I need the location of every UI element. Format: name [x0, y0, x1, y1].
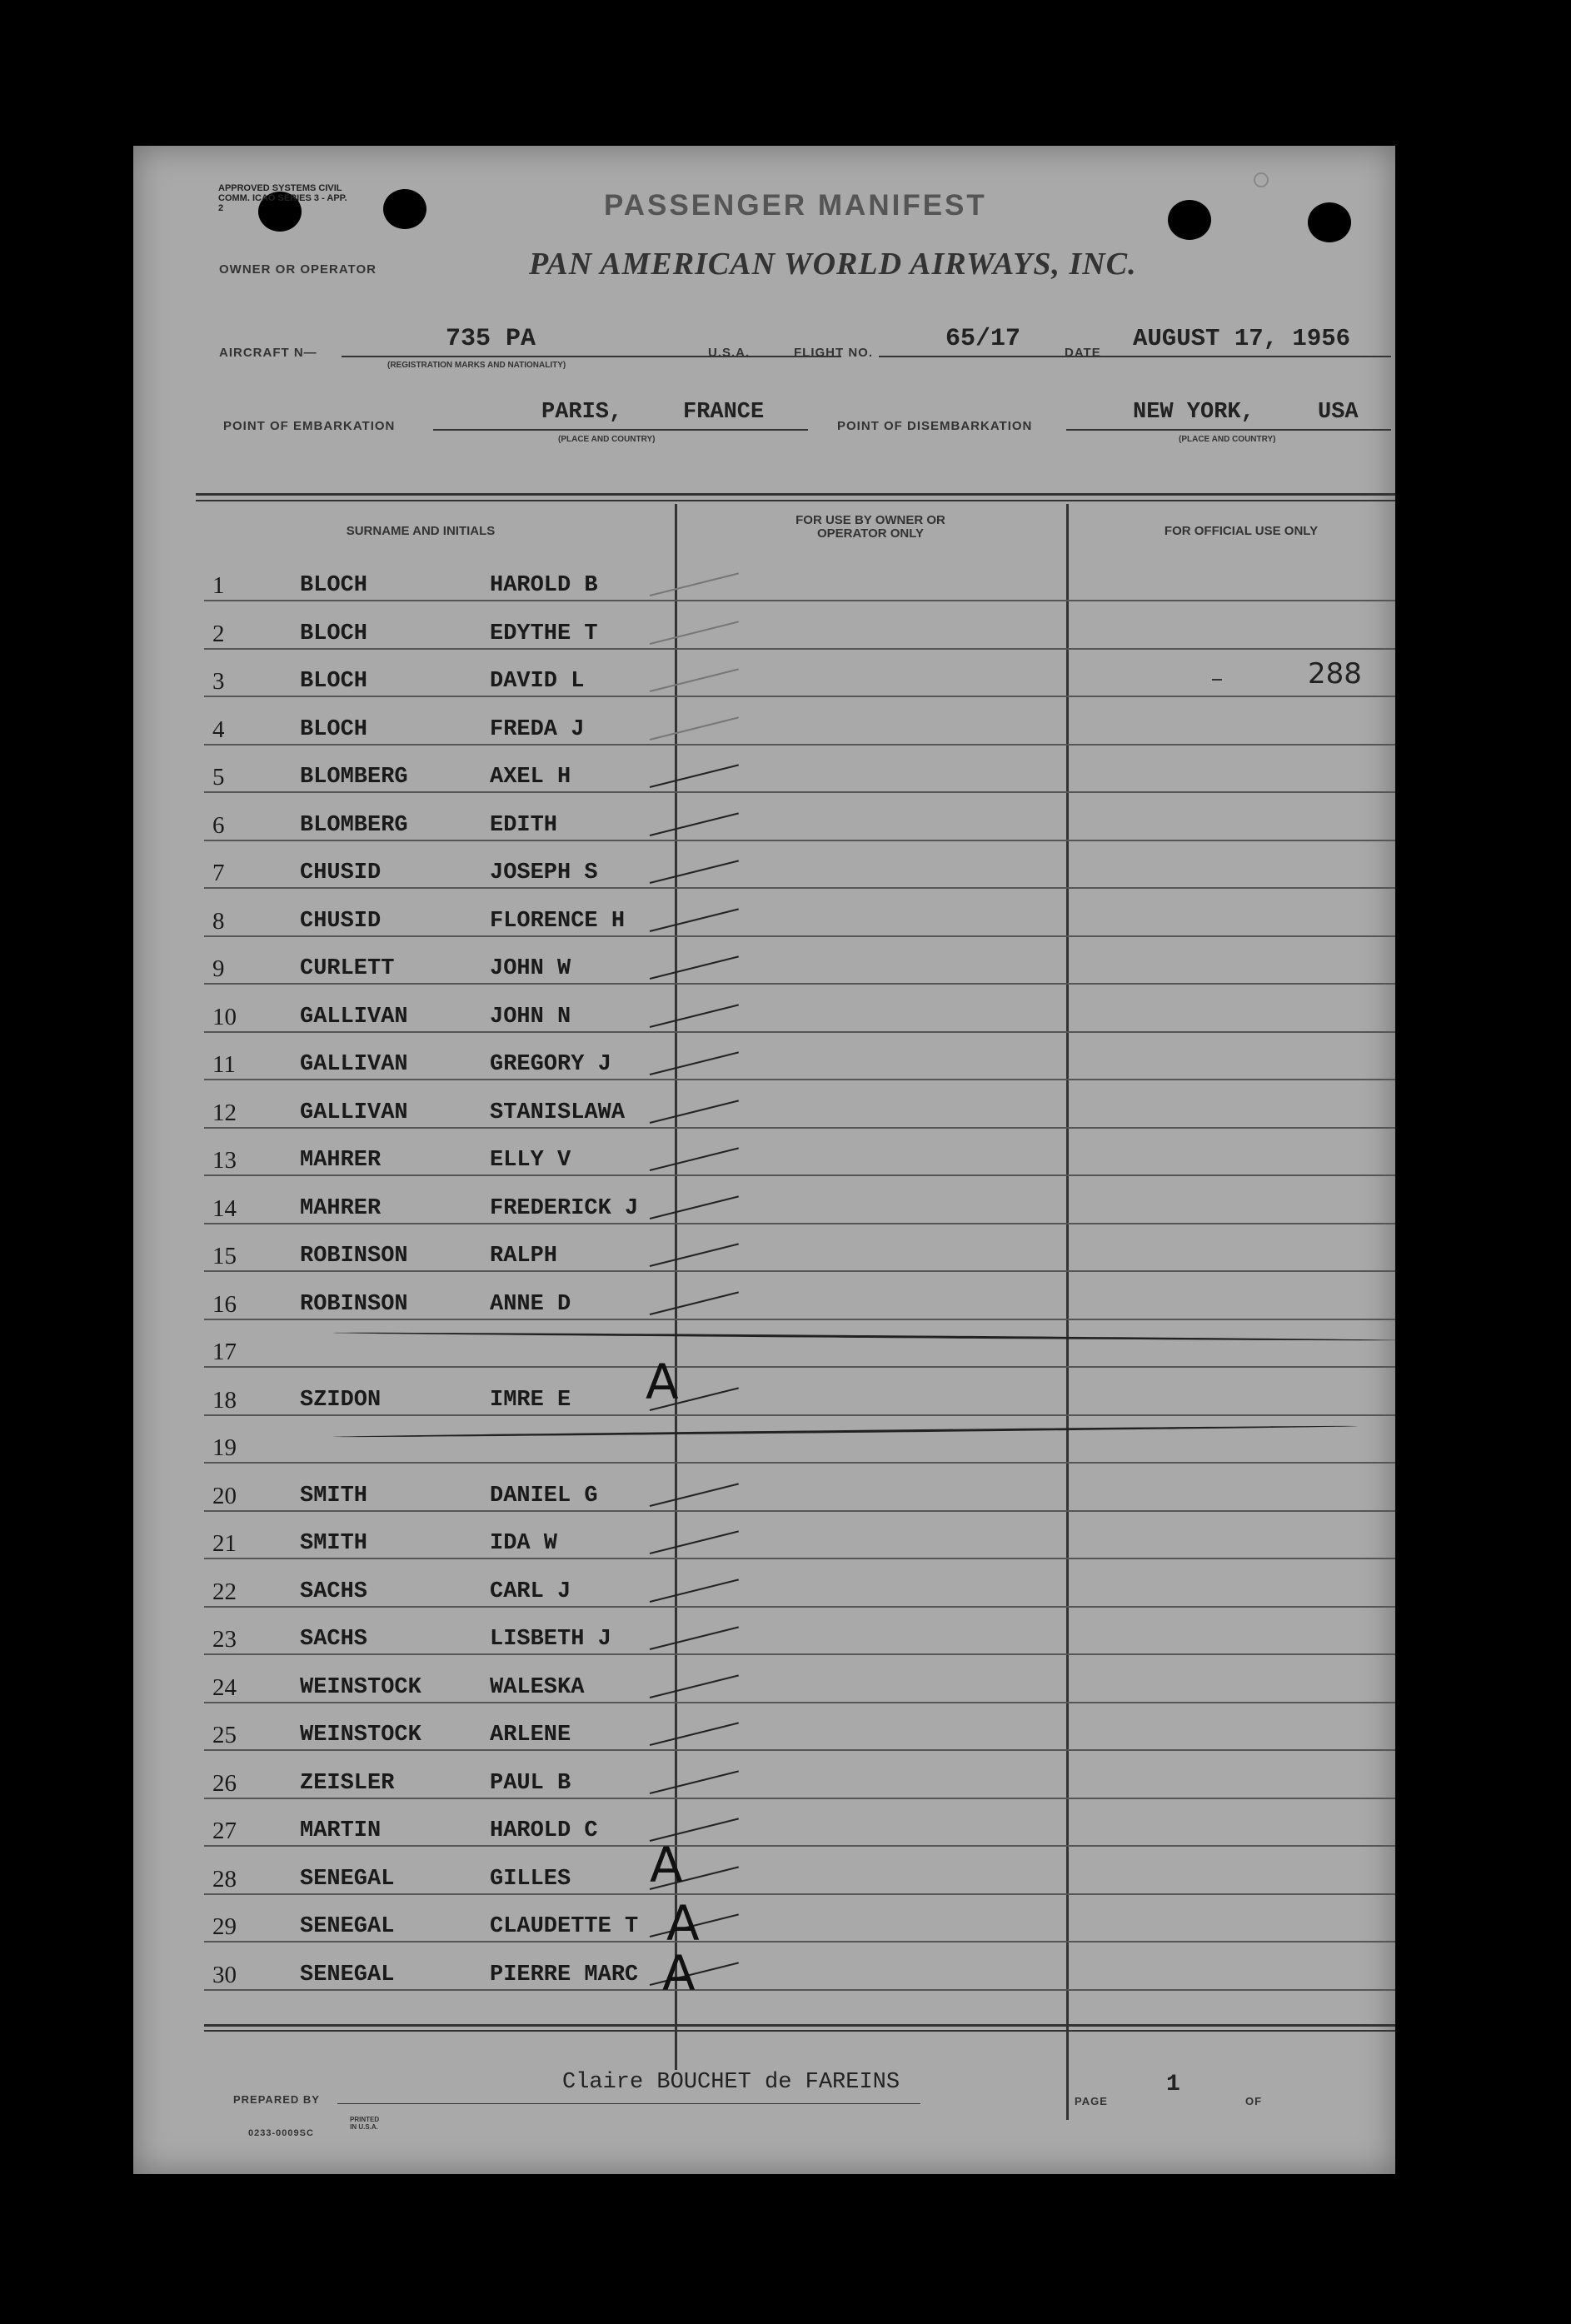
passenger-surname: SACHS [300, 1627, 368, 1652]
passenger-initials: AXEL H [490, 765, 571, 790]
row-number: 2 [212, 620, 225, 647]
disembarkation-sublabel: (PLACE AND COUNTRY) [1179, 435, 1276, 444]
passenger-surname: BLOCH [300, 669, 368, 694]
passenger-row [133, 1129, 1395, 1176]
row-number: 4 [212, 716, 225, 743]
check-mark [650, 1147, 739, 1171]
date-value: AUGUST 17, 1956 [1133, 325, 1351, 352]
passenger-surname: SACHS [300, 1578, 368, 1604]
row-number: 13 [212, 1147, 237, 1174]
passenger-initials: STANISLAWA [490, 1100, 626, 1125]
passenger-row [133, 1752, 1395, 1799]
passenger-initials: ELLY V [490, 1148, 571, 1173]
passenger-surname: WEINSTOCK [300, 1674, 421, 1700]
row-number: 26 [212, 1769, 237, 1797]
table-bottom-rule-2 [204, 2030, 1395, 2032]
passenger-surname: MAHRER [300, 1195, 382, 1221]
passenger-surname: CHUSID [300, 908, 382, 934]
passenger-initials: EDYTHE T [490, 621, 598, 646]
punch-hole [1308, 202, 1351, 242]
passenger-surname: BLOCH [300, 716, 368, 742]
passenger-row [133, 1799, 1395, 1847]
check-mark [650, 812, 739, 836]
passenger-initials: HAROLD B [490, 573, 598, 598]
passenger-surname: BLOMBERG [300, 812, 408, 838]
passenger-initials: IDA W [490, 1531, 558, 1556]
check-mark [650, 1483, 739, 1507]
passenger-row [133, 1369, 1395, 1416]
passenger-row [133, 841, 1395, 889]
handwritten-initial-mark: A [646, 1354, 679, 1410]
row-number: 3 [212, 668, 225, 695]
passenger-surname: SENEGAL [300, 1962, 395, 1987]
disembarkation-country: USA [1318, 400, 1359, 425]
embarkation-country: FRANCE [683, 400, 765, 425]
passenger-surname: SENEGAL [300, 1866, 395, 1892]
row-number: 29 [212, 1913, 237, 1940]
passenger-surname: SMITH [300, 1531, 368, 1556]
passenger-surname: BLOCH [300, 573, 368, 598]
printed-in-usa-mark: PRINTED IN U.S.A. [350, 2116, 380, 2131]
passenger-row [133, 1273, 1395, 1320]
official-dash [1212, 679, 1222, 681]
paper-speck [1254, 172, 1269, 187]
row-number: 7 [212, 860, 225, 886]
passenger-row [133, 1943, 1395, 1991]
row-number: 17 [212, 1339, 237, 1365]
passenger-surname: MAHRER [300, 1148, 382, 1173]
passenger-surname: WEINSTOCK [300, 1723, 421, 1748]
of-label: OF [1245, 2095, 1263, 2107]
airline-name: PAN AMERICAN WORLD AIRWAYS, INC. [529, 247, 1137, 282]
row-number: 25 [212, 1722, 237, 1748]
check-mark [650, 1530, 739, 1554]
embarkation-underline [433, 429, 808, 431]
check-mark [650, 1578, 739, 1603]
row-number: 10 [212, 1003, 237, 1030]
handwritten-initial-mark: A [650, 1837, 683, 1893]
embarkation-sublabel: (PLACE AND COUNTRY) [558, 435, 656, 444]
passenger-surname: SENEGAL [300, 1914, 395, 1939]
row-number: 27 [212, 1818, 237, 1844]
disembarkation-label: POINT OF DISEMBARKATION [837, 419, 1033, 433]
row-number: 8 [212, 907, 225, 935]
row-number: 11 [212, 1051, 236, 1078]
passenger-row [133, 1895, 1395, 1942]
page-value: 1 [1166, 2072, 1180, 2097]
passenger-row [133, 794, 1395, 841]
row-number: 12 [212, 1099, 237, 1126]
check-mark [650, 860, 739, 884]
registration-sublabel: (REGISTRATION MARKS AND NATIONALITY) [387, 361, 566, 370]
check-mark [650, 955, 739, 980]
passenger-initials: CLAUDETTE T [490, 1914, 639, 1939]
passenger-initials: RALPH [490, 1244, 558, 1269]
aircraft-label: AIRCRAFT N— [219, 346, 317, 360]
passenger-initials: JOHN W [490, 956, 571, 981]
embarkation-city: PARIS, [541, 400, 623, 425]
passenger-row [133, 554, 1395, 601]
passenger-surname: CHUSID [300, 860, 382, 885]
passenger-initials: ARLENE [490, 1723, 571, 1748]
passenger-surname: GALLIVAN [300, 1004, 408, 1030]
row-number: 15 [212, 1243, 237, 1269]
check-mark [650, 668, 739, 692]
row-number: 23 [212, 1626, 237, 1653]
passenger-initials: JOHN N [490, 1004, 571, 1030]
aircraft-underline [342, 356, 841, 357]
date-underline [1104, 356, 1391, 357]
passenger-surname: ROBINSON [300, 1244, 408, 1269]
passenger-row [133, 1703, 1395, 1751]
check-mark [650, 1291, 739, 1315]
passenger-initials: PAUL B [490, 1770, 571, 1796]
aircraft-value: 735 PA [446, 325, 536, 353]
passenger-initials: EDITH [490, 812, 558, 838]
table-top-rule [196, 493, 1395, 496]
row-number: 28 [212, 1865, 237, 1893]
passenger-initials: WALESKA [490, 1674, 585, 1700]
check-mark [650, 1770, 739, 1794]
check-mark [650, 1195, 739, 1219]
official-use-value: 288 [1308, 657, 1362, 691]
row-number: 14 [212, 1194, 237, 1222]
passenger-initials: LISBETH J [490, 1627, 611, 1652]
disembarkation-city: NEW YORK, [1133, 400, 1254, 425]
column-header-owner-use: FOR USE BY OWNER OR OPERATOR ONLY [795, 513, 945, 541]
passenger-row [133, 937, 1395, 985]
passenger-row [133, 746, 1395, 793]
passenger-initials: FREDA J [490, 716, 585, 742]
row-number: 24 [212, 1673, 237, 1701]
row-line [204, 1989, 1395, 1991]
column-header-surname: SURNAME AND INITIALS [346, 524, 496, 538]
check-mark [650, 621, 739, 645]
row-number: 6 [212, 811, 225, 839]
document-title: PASSENGER MANIFEST [604, 189, 987, 222]
check-mark [650, 572, 739, 596]
passenger-surname: SZIDON [300, 1387, 382, 1413]
passenger-row [133, 1512, 1395, 1559]
flight-no-label: FLIGHT NO. [794, 346, 873, 360]
passenger-initials: GILLES [490, 1866, 571, 1892]
row-number: 19 [212, 1434, 237, 1461]
passenger-surname: ZEISLER [300, 1770, 395, 1796]
date-label: DATE [1065, 346, 1101, 360]
passenger-surname: CURLETT [300, 956, 395, 981]
passenger-surname: SMITH [300, 1483, 368, 1509]
passenger-row [133, 1177, 1395, 1224]
form-number: 0233-0009SC [248, 2128, 314, 2138]
passenger-row [133, 1656, 1395, 1703]
row-number: 16 [212, 1290, 237, 1318]
handwritten-initial-mark: A [666, 1895, 700, 1952]
passenger-row [133, 1848, 1395, 1895]
row-number: 18 [212, 1386, 237, 1414]
page-label: PAGE [1075, 2095, 1108, 2107]
passenger-surname: BLOMBERG [300, 765, 408, 790]
passenger-row [133, 698, 1395, 746]
passenger-initials: GREGORY J [490, 1052, 611, 1077]
check-mark [650, 1626, 739, 1650]
prepared-by-label: PREPARED BY [233, 2093, 320, 2106]
prepared-by-value: Claire BOUCHET de FAREINS [562, 2070, 900, 2095]
check-mark [650, 1722, 739, 1746]
passenger-surname: MARTIN [300, 1818, 382, 1843]
passenger-row [133, 1608, 1395, 1655]
punch-hole [383, 189, 426, 229]
row-number: 9 [212, 955, 225, 982]
passenger-row [133, 650, 1395, 697]
check-mark [650, 716, 739, 741]
passenger-initials: DANIEL G [490, 1483, 598, 1509]
passenger-surname: GALLIVAN [300, 1052, 408, 1077]
check-mark [650, 1100, 739, 1124]
row-number: 22 [212, 1578, 237, 1605]
prepared-by-underline [337, 2103, 920, 2104]
owner-label: OWNER OR OPERATOR [219, 262, 377, 277]
passenger-row [133, 985, 1395, 1033]
disembarkation-underline [1066, 429, 1391, 431]
embarkation-label: POINT OF EMBARKATION [223, 419, 396, 433]
passenger-initials: ANNE D [490, 1291, 571, 1317]
manifest-sheet [133, 146, 1395, 2174]
usa-label: U.S.A. [708, 346, 751, 360]
passenger-row [133, 1416, 1395, 1464]
row-number: 30 [212, 1961, 237, 1988]
passenger-initials: HAROLD C [490, 1818, 598, 1843]
passenger-initials: PIERRE MARC [490, 1962, 639, 1987]
passenger-surname: BLOCH [300, 621, 368, 646]
punch-hole [1168, 200, 1211, 240]
table-top-rule-2 [196, 500, 1395, 501]
passenger-row [133, 1560, 1395, 1608]
passenger-initials: FREDERICK J [490, 1195, 639, 1221]
check-mark [650, 1243, 739, 1267]
passenger-initials: CARL J [490, 1578, 571, 1604]
passenger-row [133, 1081, 1395, 1129]
passenger-row [133, 1033, 1395, 1080]
approval-stamp: APPROVED SYSTEMS CIVIL COMM. ICAO SERIES 3 - APP. 2 [218, 183, 347, 213]
check-mark [650, 1004, 739, 1028]
passenger-row [133, 1224, 1395, 1272]
table-bottom-rule [204, 2024, 1395, 2027]
row-number: 5 [212, 764, 225, 790]
passenger-surname: ROBINSON [300, 1291, 408, 1317]
handwritten-initial-mark: A [662, 1945, 696, 2002]
row-number: 20 [212, 1482, 237, 1509]
flight-no-value: 65/17 [945, 325, 1021, 353]
passenger-initials: JOSEPH S [490, 860, 598, 885]
passenger-initials: IMRE E [490, 1387, 571, 1413]
row-number: 21 [212, 1530, 237, 1557]
check-mark [650, 908, 739, 932]
passenger-initials: FLORENCE H [490, 908, 626, 934]
passenger-row [133, 602, 1395, 650]
passenger-row [133, 1464, 1395, 1512]
passenger-row [133, 890, 1395, 937]
check-mark [650, 1674, 739, 1698]
row-number: 1 [212, 572, 225, 599]
column-header-official-use: FOR OFFICIAL USE ONLY [1164, 524, 1319, 538]
passenger-surname: GALLIVAN [300, 1100, 408, 1125]
check-mark [650, 1051, 739, 1075]
passenger-row [133, 1320, 1395, 1368]
check-mark [650, 764, 739, 788]
passenger-initials: DAVID L [490, 669, 585, 694]
